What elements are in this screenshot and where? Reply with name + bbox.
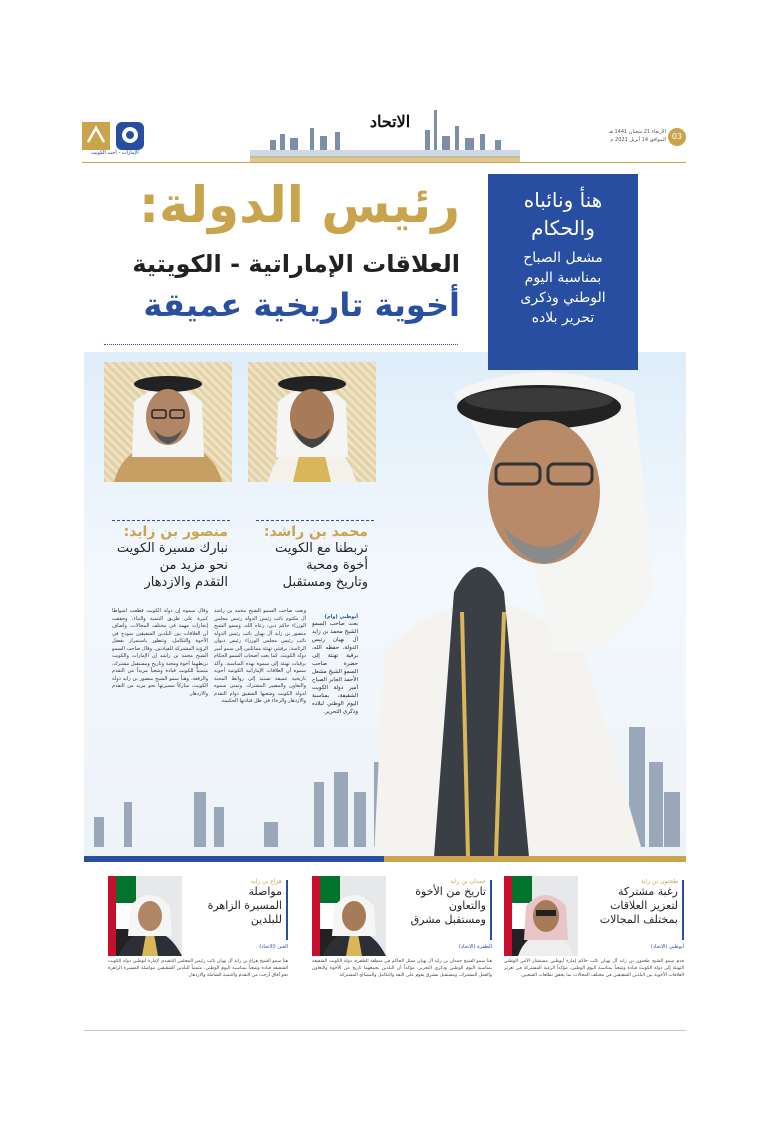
card-photo — [504, 876, 578, 956]
dateline-hijri: الأربعاء 21 شعبان 1441 هـ — [608, 129, 666, 135]
card-person-name: هزاع بن زايد — [250, 878, 282, 885]
card-body: قدم سمو الشيخ طحنون بن زايد آل نهيان نائب حاكم إمارة أبوظبي مستشار الأمن الوطني التهنئة إلى دولة الكويت قيادة وشعباً بمناسبة اليوم الوطني، مؤكداً الرغبة المشتركة في تعزيز العلاقات الأخوية بين البلدين الشقيقين في مختلف المجالات بما يحقق تطلعات الشعبين. — [504, 959, 684, 978]
card-title-line: والتعاون — [448, 899, 486, 912]
card-title-line: المسيرة الزاهرة — [207, 899, 282, 912]
card-hamdan — [308, 874, 494, 1044]
card-person-name: طحنون بن زايد — [640, 878, 678, 885]
card-source: الظفرة (الاتحاد) — [458, 944, 492, 950]
portrait-mohammed-bin-rashid — [248, 362, 376, 482]
quote-mohammed-bin-rashid — [248, 524, 368, 591]
uae-kuwait-emblem-icon — [80, 120, 148, 152]
congrats-line3: مشعل الصباح — [523, 250, 603, 266]
card-title-line: بمختلف المجالات — [599, 913, 678, 926]
footer-divider — [84, 1030, 686, 1031]
quote-divider — [112, 520, 230, 521]
card-hazza — [104, 874, 290, 1044]
quote-speaker: محمد بن راشد: — [263, 524, 368, 540]
congrats-line1: هنأ ونائباه — [523, 188, 603, 212]
logo-caption: الإمارات - أخت الكويت — [91, 150, 139, 156]
person-with-flag-icon — [504, 876, 578, 956]
quote-line: نبارك مسيرة الكويت — [116, 541, 228, 556]
card-accent-bar — [490, 880, 492, 940]
card-source: العين (الاتحاد) — [259, 944, 288, 950]
card-title-line: ومستقبل مشرق — [410, 913, 486, 926]
person-portrait-icon — [248, 362, 376, 482]
article-intro-column — [312, 614, 358, 780]
quote-line: تربطنا مع الكويت — [275, 541, 368, 556]
congrats-line2: والحكام — [531, 216, 595, 240]
header-logos — [80, 120, 148, 164]
article-column-1: وبعث صاحب السمو الشيخ محمد بن راشد آل مكتوم نائب رئيس الدولة رئيس مجلس الوزراء حاكم دبي، رعاه الله، وسمو الشيخ منصور بن زايد آل نهيان نائب رئيس الدولة نائب رئيس مجلس الوزراء رئيس ديوان الرئاسة، برقيتي تهنئة مماثلتين إلى سمو أمير دولة الكويت. كما بعث أصحاب السمو الحكام برقيات تهنئة إلى سموه بهذه المناسبة. وأكد سموه أن العلاقات الإماراتية الكويتية أخوية تاريخية عميقة تستند إلى روابط المحبة والتعاون والمصير المشترك. وتمنى سموه لدولة الكويت وشعبها الشقيق دوام التقدم والازدهار والرخاء في ظل قيادتها الحكيمة. — [214, 608, 306, 704]
card-heading — [388, 878, 486, 927]
congrats-line5: الوطني وذكرى — [520, 290, 606, 306]
card-title-line: للبلدين — [250, 913, 282, 926]
quote-mansour-bin-zayed — [104, 524, 228, 591]
card-source: أبوظبي (الاتحاد) — [650, 944, 684, 950]
newspaper-logo: الاتحاد — [369, 112, 411, 131]
quote-line: وتاريخ ومستقبل — [282, 575, 368, 590]
section-band-blue — [84, 856, 384, 862]
card-body: هنأ سمو الشيخ هزاع بن زايد آل نهيان نائب رئيس المجلس التنفيذي لإمارة أبوظبي دولة الكويت الشقيقة قيادة وشعباً بمناسبة اليوم الوطني، متمنياً للبلدين الشقيقين مواصلة المسيرة الزاهرة نحو آفاق أرحب من التقدم والتنمية الشاملة والازدهار. — [108, 959, 288, 978]
main-portrait-figure — [374, 372, 654, 857]
quote-line: أخوة ومحبة — [306, 558, 368, 573]
card-person-name: حمدان بن زايد — [450, 878, 486, 885]
card-accent-bar — [286, 880, 288, 940]
quote-line: التقدم والازدهار — [144, 575, 228, 590]
person-with-flag-icon — [108, 876, 182, 956]
congrats-line6: تحرير بلاده — [531, 310, 595, 326]
person-with-flag-icon — [312, 876, 386, 956]
page-number: 03 — [668, 128, 686, 146]
congrats-line4: بمناسبة اليوم — [524, 270, 602, 286]
card-title-line: لتعزيز العلاقات — [610, 899, 678, 912]
header-divider — [82, 162, 686, 163]
card-photo — [108, 876, 182, 956]
article-dateline: أبوظبي (وام) — [324, 614, 358, 620]
person-portrait-icon — [104, 362, 232, 482]
quote-line: نحو مزيد من — [159, 558, 228, 573]
card-photo — [312, 876, 386, 956]
portrait-mansour-bin-zayed — [104, 362, 232, 482]
quote-divider — [256, 520, 374, 521]
quote-speaker: منصور بن زايد: — [123, 524, 228, 540]
card-body: هنأ سمو الشيخ حمدان بن زايد آل نهيان ممثل الحاكم في منطقة الظفرة، دولة الكويت الشقيقة بمناسبة اليوم الوطني وذكرى التحرير، مؤكداً أن البلدين يجمعهما تاريخ من الأخوة والتعاون والعمل المشترك، ومستقبل مشرق يقوم على الثقة والتكامل والمصالح المشتركة. — [312, 959, 492, 978]
card-heading — [184, 878, 282, 927]
congrats-box — [488, 174, 638, 370]
section-band-gold — [384, 856, 686, 862]
dateline — [586, 128, 666, 144]
dateline-gregorian: الموافق 14 أبريل 2021 م — [610, 137, 666, 143]
card-title-line: تاريخ من الأخوة — [415, 885, 486, 898]
headline-subtitle: العلاقات الإماراتية - الكويتية — [132, 250, 460, 278]
article-column-2: وقال سموه إن دولة الكويت قطعت أشواطاً كبيرة على طريق التنمية والبناء، وحققت إنجازات مهمة في مختلف المجالات. وأضاف أن العلاقات بين البلدين الشقيقين نموذج في الأخوة والتكامل، وتتطور باستمرار بفضل الرؤية المشتركة للقيادتين. وقال صاحب السمو الشيخ محمد بن راشد إن الإمارات والكويت تربطهما أخوة ومحبة وتاريخ ومستقبل مشترك، متمنياً للكويت قيادة وشعباً مزيداً من التقدم والرفعة. وهنأ سمو الشيخ منصور بن زايد دولة الكويت، مباركاً مسيرتها نحو مزيد من التقدم والازدهار. — [112, 608, 208, 697]
card-title-line: رغبة مشتركة — [617, 885, 678, 898]
card-accent-bar — [682, 880, 684, 940]
article-intro: بعث صاحب السمو الشيخ محمد بن زايد آل نهيان رئيس الدولة، حفظه الله، برقية تهنئة إلى حضرة صاحب السمو الشيخ مشعل الأحمد الجابر الصباح أمير دولة الكويت الشقيقة، بمناسبة اليوم الوطني لبلاده وذكرى التحرير. — [312, 621, 358, 715]
card-title-line: مواصلة — [248, 885, 282, 898]
headline-divider — [104, 344, 458, 345]
card-tahnoun — [500, 874, 686, 1044]
headline-main: رئيس الدولة: — [138, 176, 460, 234]
headline-emphasis: أخوية تاريخية عميقة — [143, 286, 460, 324]
card-heading — [580, 878, 678, 927]
